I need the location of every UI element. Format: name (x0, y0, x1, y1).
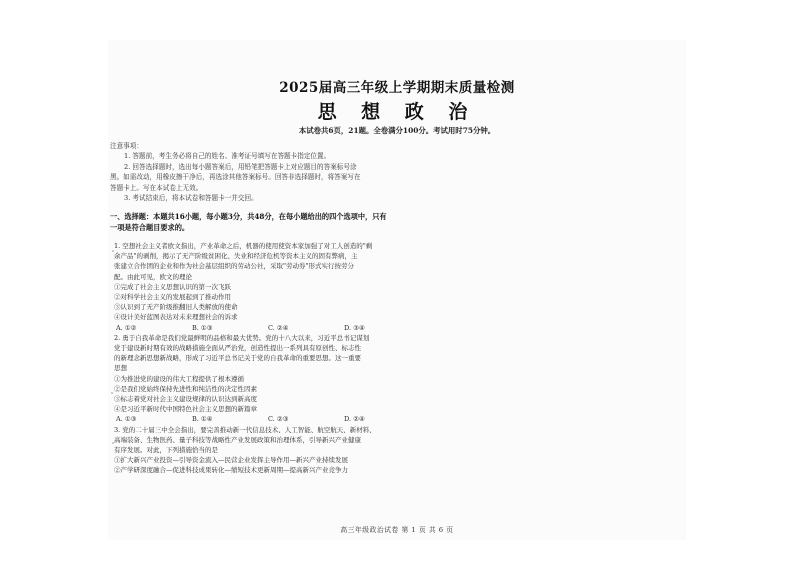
section-heading-line: 一项是符合题目要求的。 (110, 222, 190, 232)
question-stem-line: 1. 空想社会主义者欧文指出，产业革命之后，机器的使用使资本家加强了对工人创造的"剩 (114, 242, 373, 250)
question-statement: ①完成了社会主义思想认识的第一次飞跃 (114, 282, 231, 291)
answer-option: B. ①④ (192, 415, 213, 424)
note-item-continued: 黑。如需改动，用橡皮擦干净后，再选涂其他答案标号。回答非选择题时，将答案写在 (110, 173, 361, 182)
exam-info: 本试卷共6页，21题。全卷满分100分。考试用时75分钟。 (298, 126, 496, 135)
question-statement: ①为推进党的建设的伟大工程提供了根本遵循 (114, 374, 244, 383)
question-2 (114, 333, 668, 425)
question-statement: ③标志着党对社会主义建设规律的认识达到新高度 (114, 395, 257, 404)
section-heading-line: 一、选择题：本题共16小题，每小题3分，共48分，在每小题给出的四个选项中，只有 (110, 212, 387, 221)
subject-title: 思 想 政 治 (317, 101, 477, 123)
answer-option: A. ①③ (116, 415, 137, 424)
question-1 (114, 241, 668, 333)
answer-options (114, 323, 668, 333)
question-stem-line: 有序发展。对此，下列措施恰当的是 (114, 446, 218, 455)
question-stem-line: 高端装备、生物医药、量子科技等战略性产业发展政策和治理体系，引导新兴产业健康 (114, 435, 361, 444)
question-stem-line: 思想 (114, 364, 127, 373)
answer-option: C. ②③ (268, 415, 289, 424)
question-stem-line: 余产品"的剥削，揭示了无产阶级贫困化、失业和经济危机等资本主义的固有弊病，主 (114, 252, 358, 261)
note-item: 3. 考试结束后，将本试卷和答题卡一并交回。 (124, 194, 258, 203)
question-stem-line: 2. 勇于自我革命是我们党最鲜明的品格和最大优势。党的十八大以来，习近平总书记谋划 (114, 333, 370, 342)
question-stem-line: 配。由此可见，欧文的理论 (114, 272, 192, 281)
exam-notes (110, 141, 670, 203)
question-statement: ③认识到了无产阶级推翻旧人类解放的使命 (114, 303, 238, 312)
question-statement: ①扩大新兴产业投资—引导资金流入—民营企业发挥主导作用—新兴产业持续发展 (114, 456, 348, 465)
question-list (114, 241, 668, 476)
exam-title: 2025届高三年级上学期期末质量检测 (279, 80, 515, 96)
note-item-continued: 答题卡上。写在本试卷上无效。 (110, 183, 203, 192)
question-3 (114, 425, 668, 476)
scan-speck (111, 392, 113, 394)
question-stem-line: 3. 党的二十届三中全会指出，要完善推动新一代信息技术、人工智能、航空航天、新材料、 (114, 425, 376, 434)
answer-option: D. ②④ (344, 415, 365, 424)
notes-heading: 注意事项： (110, 142, 143, 150)
note-item: 2. 回答选择题时，选出每小题答案后，用铅笔把答题卡上对应题目的答案标号涂 (124, 162, 357, 171)
section-heading (110, 212, 670, 233)
question-stem-line: 党于建设新时期有效的战略措施全面从严治党，创造性提出一系列具有原创性、标志性 (114, 344, 361, 353)
scan-speck (112, 442, 114, 444)
note-item: 1. 答题前，考生务必将自己的姓名、准考证号填写在答题卡指定位置。 (124, 152, 331, 161)
page-footer: 高三年级政治试卷 第 1 页 共 6 页 (340, 526, 454, 534)
question-statement: ②对科学社会主义的发展起到了推动作用 (114, 293, 231, 302)
question-statement: ④设计美好蓝图表达对未来理想社会的诉求 (114, 313, 238, 322)
question-statement: ②产学研深度融合—促进科技成果转化—缩短技术更新周期—提高新兴产业竞争力 (114, 466, 348, 475)
question-statement: ②是我们党始终保持先进性和纯洁性的决定性因素 (114, 384, 257, 393)
question-stem-line: 张建立合作团的企业和作为社会基层组织的劳动公社，采取"劳动券"形式实行按劳分 (114, 262, 354, 271)
answer-option: A. ①② (116, 323, 137, 332)
question-statement: ④是习近平新时代中国特色社会主义思想的新篇章 (114, 405, 257, 414)
answer-option: C. ②④ (268, 323, 289, 332)
question-stem-line: 的新理念新思想新战略，形成了习近平总书记关于党的自我革命的重要思想。这一重要 (114, 354, 361, 363)
answer-option: B. ①③ (192, 323, 213, 332)
scan-speck (112, 250, 114, 252)
answer-options (114, 414, 668, 424)
answer-option: D. ③④ (344, 323, 365, 332)
exam-sheet (108, 40, 686, 540)
